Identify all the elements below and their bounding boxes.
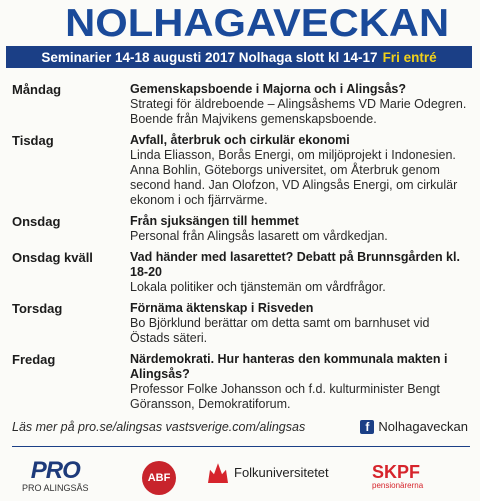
schedule-row bbox=[12, 301, 472, 346]
sponsor-logos bbox=[0, 455, 480, 501]
page-title: NOLHAGAVECKAN bbox=[65, 2, 450, 45]
event-description: Personal från Alingsås lasarett om vårdkedjan. bbox=[130, 229, 388, 243]
schedule-list bbox=[12, 82, 472, 418]
schedule-row bbox=[12, 82, 472, 127]
free-entry-label: Fri entré bbox=[382, 49, 437, 65]
facebook-icon: f bbox=[360, 420, 374, 434]
event-description: Lokala politiker och tjänstemän om vårdfrågor. bbox=[130, 280, 386, 294]
event-heading: Närdemokrati. Hur hanteras den kommunala makten i Alingsås? bbox=[130, 352, 448, 381]
event-description: Linda Eliasson, Borås Energi, om miljöprojekt i Indonesien. Anna Bohlin, Göteborgs universitet, om Återbruk genom second hand. Jan Olofzon, VD Alingsås Energi, om cirkulär ekonom i och fjärrvärme. bbox=[130, 148, 458, 207]
facebook-label: Nolhagaveckan bbox=[378, 419, 468, 434]
day-label: Fredag bbox=[12, 352, 56, 367]
schedule-row bbox=[12, 352, 472, 412]
event-description: Bo Björklund berättar om detta samt om barnhuset vid Östads säteri. bbox=[130, 316, 430, 345]
pro-logo: PRO PRO ALINGSÅS bbox=[22, 457, 89, 493]
crown-icon bbox=[208, 461, 228, 483]
event-description: Professor Folke Johansson och f.d. kulturminister Bengt Göransson, Demokratiforum. bbox=[130, 382, 440, 411]
schedule-row bbox=[12, 250, 472, 295]
event-heading: Från sjuksängen till hemmet bbox=[130, 214, 299, 228]
facebook-link[interactable] bbox=[360, 419, 468, 434]
event-heading: Gemenskapsboende i Majorna och i Alingsås? bbox=[130, 82, 406, 96]
footer-divider bbox=[12, 446, 470, 447]
abf-logo: ABF bbox=[142, 461, 176, 495]
skpf-logo: SKPF pensionärerna bbox=[372, 462, 424, 490]
folkuniversitetet-logo: Folkuniversitetet bbox=[208, 461, 329, 483]
event-heading: Avfall, återbruk och cirkulär ekonomi bbox=[130, 133, 350, 147]
banner-text: Seminarier 14-18 augusti 2017 Nolhaga slott kl 14-17 bbox=[41, 49, 378, 65]
event-description: Strategi för äldreboende – Alingsåshems VD Marie Odegren. Boende från Majvikens gemenskapsboende. bbox=[130, 97, 467, 126]
day-label: Onsdag kväll bbox=[12, 250, 93, 265]
seminar-banner bbox=[6, 46, 472, 68]
event-heading: Förnäma äktenskap i Risveden bbox=[130, 301, 314, 315]
day-label: Onsdag bbox=[12, 214, 61, 229]
read-more-links[interactable]: Läs mer på pro.se/alingsas vastsverige.com/alingsas bbox=[12, 420, 306, 434]
day-label: Torsdag bbox=[12, 301, 63, 316]
schedule-row bbox=[12, 214, 472, 244]
day-label: Måndag bbox=[12, 82, 62, 97]
schedule-row bbox=[12, 133, 472, 208]
day-label: Tisdag bbox=[12, 133, 54, 148]
event-heading: Vad händer med lasarettet? Debatt på Brunnsgården kl. 18-20 bbox=[130, 250, 460, 279]
